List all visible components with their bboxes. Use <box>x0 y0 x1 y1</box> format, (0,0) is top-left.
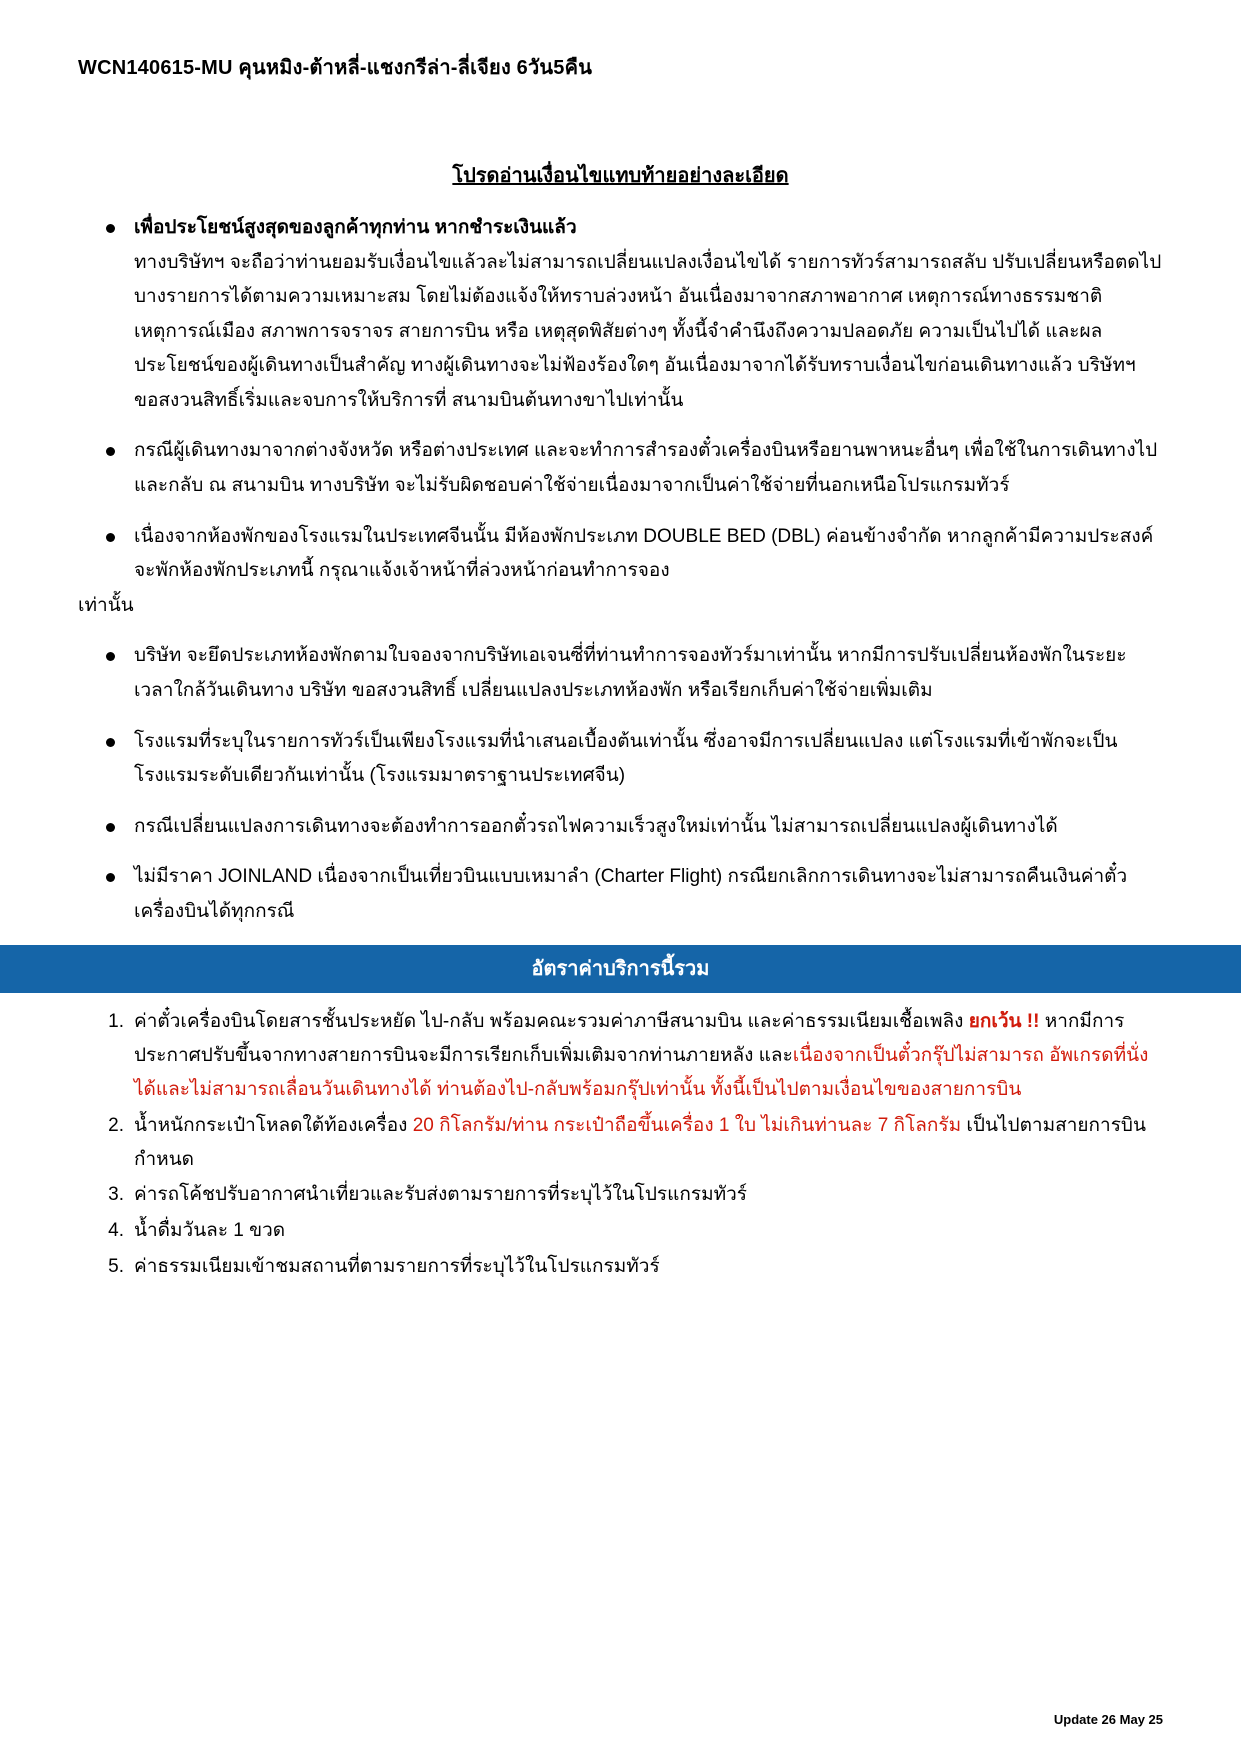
item-text-segment: ค่ารถโค้ชปรับอากาศนำเที่ยวและรับส่งตามรายการที่ระบุไว้ในโปรแกรมทัวร์ <box>134 1184 748 1206</box>
item-text-segment-red: 20 กิโลกรัม/ท่าน กระเป๋าถือขึ้นเครื่อง 1 ใบ ไม่เกินท่านละ 7 กิโลกรัม <box>412 1114 962 1136</box>
list-item <box>78 434 1163 503</box>
section-title: โปรดอ่านเงื่อนไขแทบท้ายอย่างละเอียด <box>452 165 789 187</box>
item-text-segment: น้ำหนักกระเป๋าโหลดใต้ท้องเครื่อง <box>134 1114 413 1136</box>
hanging-note-text: เท่านั้น <box>78 594 134 616</box>
document-header-title: WCN140615-MU คุนหมิง-ต้าหลี่-แชงกรีล่า-ลี่เจียง 6วัน5คืน <box>78 57 593 79</box>
included-services-list <box>78 1005 1163 1284</box>
conditions-bullet-list <box>78 211 1163 589</box>
list-item <box>78 1109 1163 1177</box>
bullet-body-text: กรณีผู้เดินทางมาจากต่างจังหวัด หรือต่างประเทศ และจะทำการสำรองตั๋วเครื่องบินหรือยานพาหนะอื่นๆ เพื่อใช้ในการเดินทางไปและกลับ ณ สนามบิน ทางบริษัท จะไม่รับผิดชอบค่าใช้จ่ายเนื่องมาจากเป็นค่าใช้จ่ายที่นอกเหนือโปรแกรมทัวร์ <box>134 440 1158 497</box>
list-item <box>78 211 1163 418</box>
list-item <box>78 1250 1163 1284</box>
list-item <box>78 1178 1163 1212</box>
bullet-body-text: บริษัท จะยึดประเภทห้องพักตามใบจองจากบริษัทเอเจนซี่ที่ท่านทำการจองทัวร์มาเท่านั้น หากมีการปรับเปลี่ยนห้องพักในระยะเวลาใกล้วันเดินทาง บริษัท ขอสงวนสิทธิ์ เปลี่ยนแปลงประเภทห้องพัก หรือเรียกเก็บค่าใช้จ่ายเพิ่มเติม <box>134 645 1127 701</box>
list-item <box>78 1214 1163 1248</box>
bullet-body-text: โรงแรมที่ระบุในรายการทัวร์เป็นเพียงโรงแรมที่นำเสนอเบื้องต้นเท่านั้น ซึ่งอาจมีการเปลี่ยนแปลง แต่โรงแรมที่เข้าพักจะเป็นโรงแรมระดับเดียวกันเท่านั้น (โรงแรมมาตราฐานประเทศจีน) <box>134 730 1118 787</box>
list-item <box>78 1005 1163 1106</box>
bullet-body-text: ไม่มีราคา JOINLAND เนื่องจากเป็นเที่ยวบินแบบเหมาลำ (Charter Flight) กรณียกเลิกการเดินทางจะไม่สามารถคืนเงินค่าตั๋วเครื่องบินได้ทุกกรณี <box>134 866 1128 922</box>
bullet-body-text: เนื่องจากห้องพักของโรงแรมในประเทศจีนนั้น มีห้องพักประเภท DOUBLE BED (DBL) ค่อนข้างจำกัด หากลูกค้ามีความประสงค์จะพักห้องพักประเภทนี้ กรุณาแจ้งเจ้าหน้าที่ล่วงหน้าก่อนทำการจอง <box>134 525 1154 582</box>
bullet-body-text: กรณีเปลี่ยนแปลงการเดินทางจะต้องทำการออกตั๋วรถไฟความเร็วสูงใหม่เท่านั้น ไม่สามารถเปลี่ยนแปลงผู้เดินทางได้ <box>134 815 1058 837</box>
item-text-segment: น้ำดื่มวันละ 1 ขวด <box>134 1220 286 1242</box>
list-item <box>78 810 1163 845</box>
conditions-bullet-list-continued <box>78 639 1163 929</box>
bullet-lead-text: เพื่อประโยชน์สูงสุดของลูกค้าทุกท่าน หากชำระเงินแล้ว <box>134 217 577 238</box>
list-item <box>78 860 1163 929</box>
item-text-segment-highlight: ยกเว้น !! <box>968 1011 1040 1033</box>
list-item <box>78 520 1163 589</box>
update-footer: Update 26 May 25 <box>1053 1712 1163 1727</box>
list-item <box>78 639 1163 708</box>
included-services-banner: อัตราค่าบริการนี้รวม <box>0 945 1241 993</box>
list-item <box>78 725 1163 794</box>
item-text-segment: ค่าธรรมเนียมเข้าชมสถานที่ตามรายการที่ระบุไว้ในโปรแกรมทัวร์ <box>134 1256 660 1278</box>
item-text-segment: ค่าตั๋วเครื่องบินโดยสารชั้นประหยัด ไป-กลับ พร้อมคณะรวมค่าภาษีสนามบิน และค่าธรรมเนียมเชื้อเพลิง <box>134 1011 969 1033</box>
item-text-segment-red: เนื่องจากเป็นตั๋วกรุ๊ปไม่สามารถ อัพเกรดที่นั่งได้และไม่สามารถเลื่อนวันเดินทางได้ ท่านต้องไป-กลับพร้อมกรุ๊ปเท่านั้น ทั้งนี้เป็นไปตามเงื่อนไขของสายการบิน <box>134 1045 1149 1101</box>
item-text-segment: หากมีการประกาศปรับขึ้นจากทางสายการบินจะมีการเรียกเก็บเพิ่มเติมจากท่านภายหลัง และ <box>134 1011 1125 1067</box>
item-text-segment: เป็นไปตามสายการบินกำหนด <box>134 1114 1146 1170</box>
bullet-body-text: ทางบริษัทฯ จะถือว่าท่านยอมรับเงื่อนไขแล้วละไม่สามารถเปลี่ยนแปลงเงื่อนไขได้ รายการทัวร์สามารถสลับ ปรับเปลี่ยนหรือตดไปบางรายการได้ตามความเหมาะสม โดยไม่ต้องแจ้งให้ทราบล่วงหน้า อันเนื่องมาจากสภาพอากาศ เหตุการณ์ทางธรรมชาติ เหตุการณ์เมือง สภาพการจราจร สายการบิน หรือ เหตุสุดพิสัยต่างๆ ทั้งนี้จำคำนึงถึงความปลอดภัย ความเป็นไปได้ และผลประโยชน์ของผู้เดินทางเป็นสำคัญ ทางผู้เดินทางจะไม่ฟ้องร้องใดๆ อันเนื่องมาจากได้รับทราบเงื่อนไขก่อนเดินทางแล้ว บริษัทฯ ขอสงวนสิทธิ์เริ่มและจบการให้บริการที่ สนามบินต้นทางขาไปเท่านั้น <box>134 251 1162 411</box>
